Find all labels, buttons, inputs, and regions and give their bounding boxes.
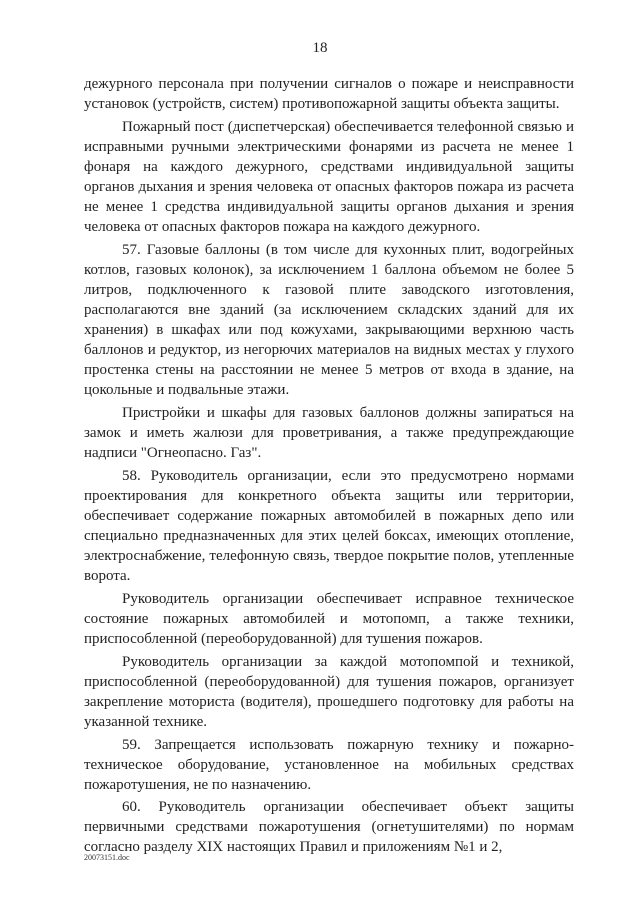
document-body: [84, 74, 574, 860]
paragraph-gas-cabinets: Пристройки и шкафы для газовых баллонов должны запираться на замок и иметь жалюзи для проветривания, а также предупреждающие надписи "Огнеопасно. Газ".: [84, 405, 574, 462]
page-number: 18: [312, 40, 328, 56]
paragraph-fire-post: Пожарный пост (диспетчерская) обеспечивается телефонной связью и исправными ручными электрическими фонарями из расчета не менее 1 фонаря на каждого дежурного, средствами индивидуальной защиты органов дыхания и зрения человека от опасных факторов пожара из расчета не менее 1 средства индивидуальной защиты органов дыхания и зрения человека от опасных факторов пожара на каждого дежурного.: [84, 118, 574, 236]
paragraph-technical-condition: Руководитель организации обеспечивает исправное техническое состояние пожарных автомобилей и мотопомп, а также техники, приспособленной (переоборудованной) для тушения пожаров.: [84, 590, 574, 648]
paragraph-59-prohibition: 59. Запрещается использовать пожарную технику и пожарно-техническое оборудование, установленное на мобильных средствах пожаротушения, не по назначению.: [84, 736, 574, 793]
paragraph-continuation: дежурного персонала при получении сигналов о пожаре и неисправности установок (устройств, систем) противопожарной защиты объекта защиты.: [84, 76, 574, 113]
paragraph-operator-assignment: Руководитель организации за каждой мотопомпой и техникой, приспособленной (переоборудованной) для тушения пожаров, организует закрепление моториста (водителя), прошедшего подготовку для работы на указанной технике.: [84, 653, 574, 730]
footer-document-code: 20073151.doc: [84, 853, 130, 862]
paragraph-58-fire-vehicles: 58. Руководитель организации, если это предусмотрено нормами проектирования для конкретного объекта защиты или территории, обеспечивает содержание пожарных автомобилей в пожарных депо или специально предназначенных для этих целей боксах, имеющих отопление, электроснабжение, телефонную связь, твердое покрытие полов, утепленные ворота.: [84, 467, 574, 585]
paragraph-60-extinguishers: 60. Руководитель организации обеспечивает объект защиты первичными средствами пожаротушения (огнетушителями) по нормам согласно разделу XIX настоящих Правил и приложениям №1 и 2,: [84, 799, 574, 856]
paragraph-57-gas-cylinders: 57. Газовые баллоны (в том числе для кухонных плит, водогрейных котлов, газовых колонок), за исключением 1 баллона объемом не более 5 литров, подключенного к газовой плите заводского изготовления, располагаются вне зданий (за исключением складских зданий для их хранения) в шкафах или под кожухами, закрывающими верхнюю часть баллонов и редуктор, из негорючих материалов на видных местах у глухого простенка стены на расстоянии не менее 5 метров от входа в здание, на цокольные и подвальные этажи.: [84, 241, 574, 399]
